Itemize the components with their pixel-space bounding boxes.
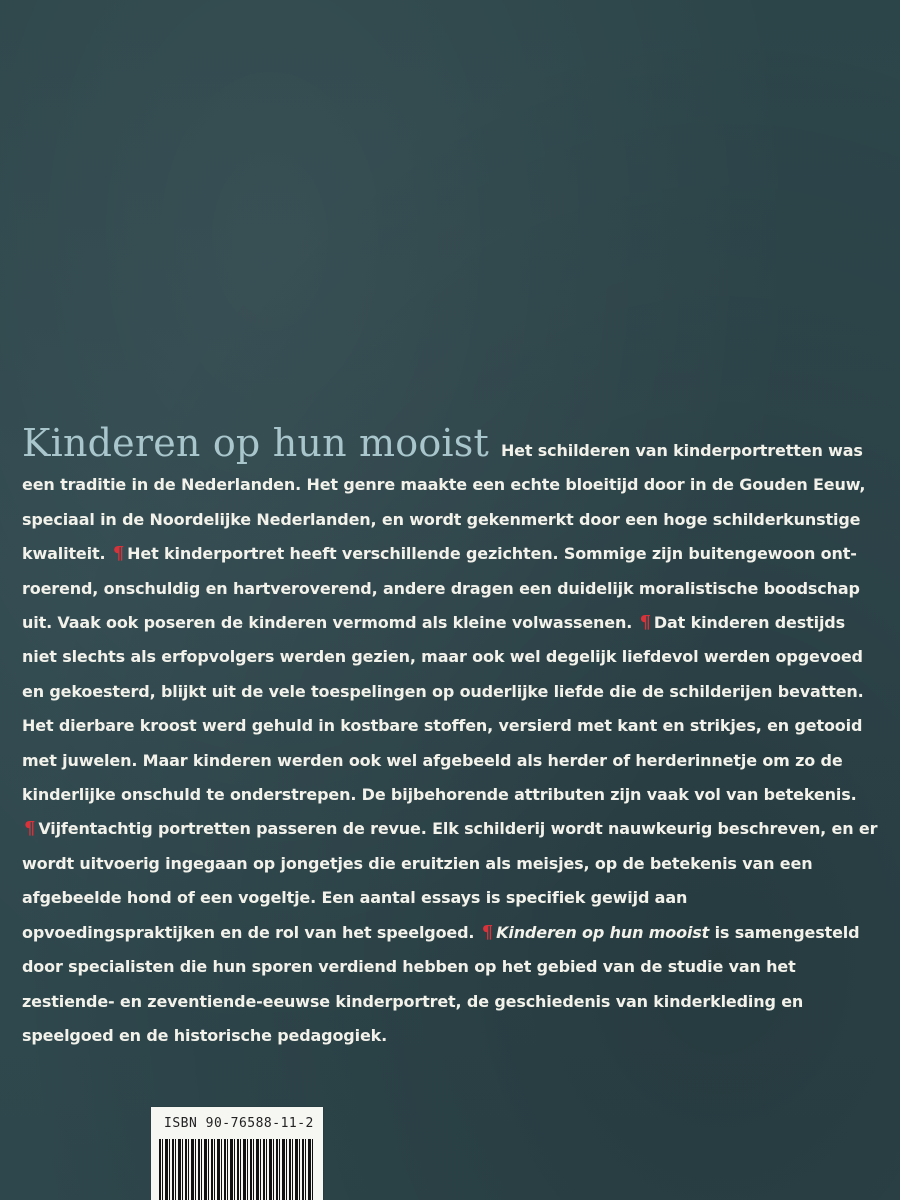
pilcrow-icon: ¶ xyxy=(112,543,125,565)
pilcrow-icon: ¶ xyxy=(639,612,651,634)
paragraph-4: Vijfentachtig portretten passeren de revue. Elk schilderij wordt nauwkeurig beschreven, en er wordt uitvoerig ingegaan op jongetjes die eruitzien als meisjes, op de betekenis van een afgebeelde hond of een vogeltje. Een aantal essays is specifiek gewijd aan opvoedingspraktijken en de rol van het speelgoed. xyxy=(22,819,878,942)
paragraph-5-title: Kinderen op hun mooist xyxy=(496,922,710,942)
back-cover-blurb xyxy=(22,421,882,1053)
book-title: Kinderen op hun mooist xyxy=(22,421,489,465)
paragraph-1: Het schilderen van kinderportretten was een traditie in de Nederlanden. Het genre maakte een echte bloeitijd door in de Gouden Eeuw, speciaal in de Noordelijke Nederlanden, en wordt gekenmerkt door een hoge schilderkunstige kwaliteit. xyxy=(22,441,866,564)
paragraph-5: is samengesteld door specialisten die hun sporen verdiend hebben op het gebied van de studie van het zestiende- en zeventiende-eeuwse kinderportret, de geschiedenis van kinderkleding en speelgoed en de historische pedagogiek. xyxy=(22,922,860,1045)
barcode-bars xyxy=(159,1139,315,1200)
pilcrow-icon: ¶ xyxy=(24,818,36,840)
isbn-barcode xyxy=(151,1107,323,1200)
paragraph-2: Het kinderportret heeft verschillende gezichten. Sommige zijn buitengewoon ontroerend, onschuldig en hartveroverend, andere dragen een duidelijk moralistische boodschap uit. Vaak ook poseren de kinderen vermomd als kleine volwassenen. xyxy=(22,544,860,633)
pilcrow-icon: ¶ xyxy=(481,921,494,943)
paragraph-3: Dat kinderen destijds niet slechts als erfopvolgers werden gezien, maar ook wel degelijk liefdevol werden opgevoed en gekoesterd, blijkt uit de vele toespelingen op ouderlijke liefde die de schilderijen bevatten. Het dierbare kroost werd gehuld in kostbare stoffen, versierd met kant en strikjes, en getooid met juwelen. Maar kinderen werden ook wel afgebeeld als herder of herderinnetje om zo de kinderlijke onschuld te onderstrepen. De bijbehorende attributen zijn vaak vol van betekenis. xyxy=(22,613,864,805)
isbn-number: ISBN 90-76588-11-2 xyxy=(164,1116,314,1131)
